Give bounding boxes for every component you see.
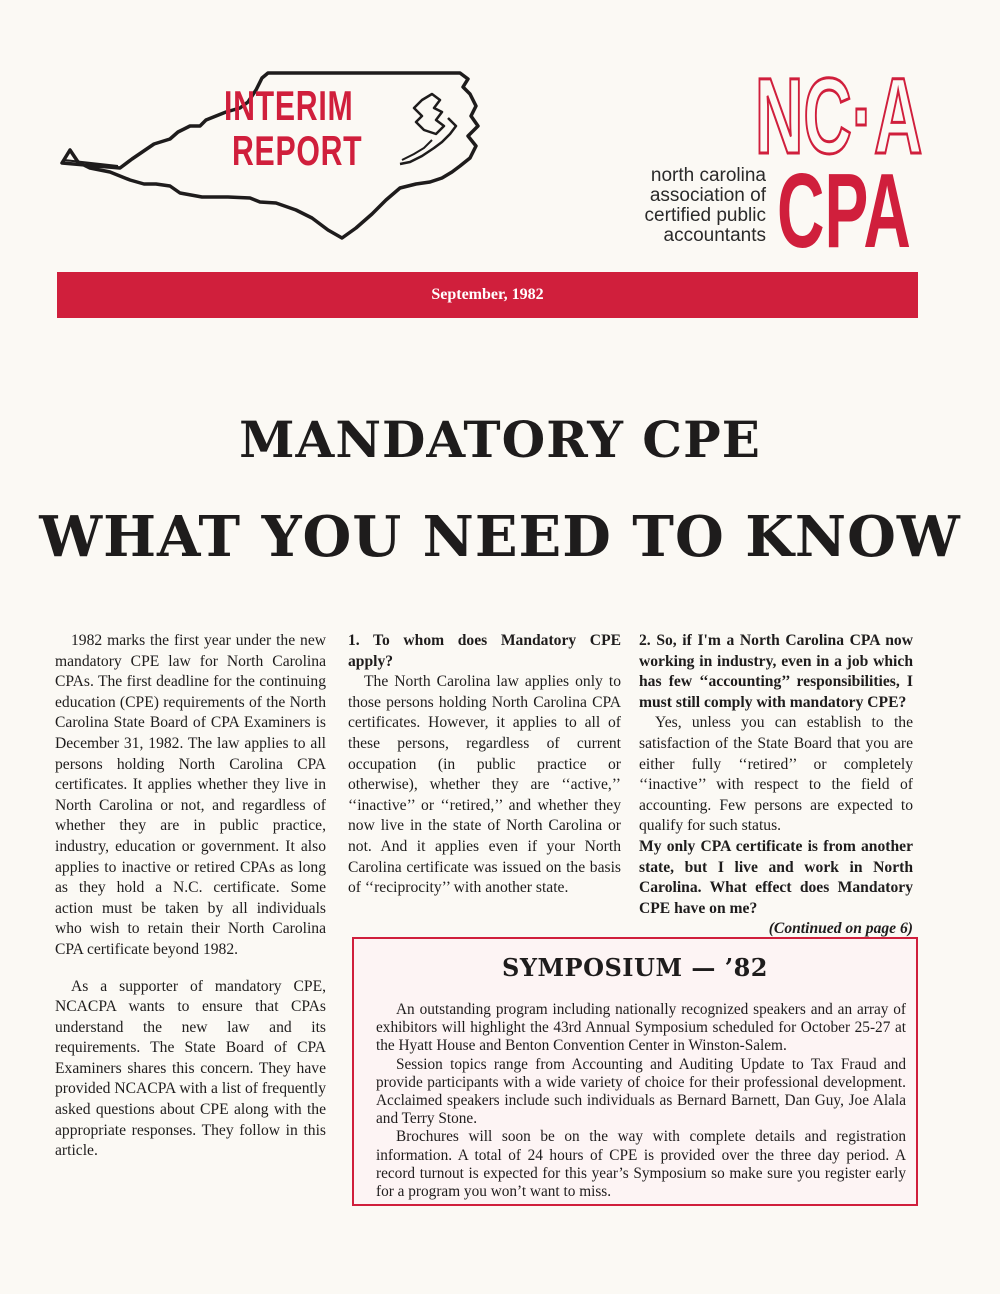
intro-column (55, 631, 326, 1162)
question-2-column (639, 631, 913, 940)
ncacpa-logo-bottom: CPA (777, 152, 911, 270)
symposium-body (376, 1001, 906, 1201)
intro-paragraph-1: 1982 marks the first year under the new mandatory CPE law for North Carolina CPAs. The first deadline for the continuing education (CPE) requirements of the North Carolina State Board of CPA Examiners is December 31, 1982. The law applies to all persons holding North Carolina CPA certificates. It applies whether they live in North Carolina or not, and regardless of whether they are in public practice, industry, education or government. It also applies to inactive or retired CPAs as long as they hold a N.C. certificate. Some action must be taken by all individuals who wish to retain their North Carolina CPA certificate beyond 1982. (55, 632, 326, 958)
association-name-line4: accountants (663, 225, 766, 246)
question-1-column (348, 631, 621, 899)
symposium-title: SYMPOSIUM — ’82 (501, 953, 768, 982)
symposium-paragraph-1: An outstanding program including nationally recognized speakers and an array of exhibitors will highlight the 43rd Annual Symposium scheduled for October 25-27 at the Hyatt House and Benton Convention Center in Winston-Salem. (376, 1001, 906, 1055)
issue-date: September, 1982 (431, 286, 544, 303)
symposium-box (352, 937, 918, 1206)
intro-paragraph-2: As a supporter of mandatory CPE, NCACPA wants to ensure that CPAs understand the new law and its requirements. The State Board of CPA Examiners shares this concern. They have provided NCACPA with a list of frequently asked questions about CPE along with the appropriate responses. They follow in this article. (55, 977, 326, 1160)
answer-2: Yes, unless you can establish to the satisfaction of the State Board that you are either fully ‘‘retired’’ or completely ‘‘inactive’’ with respect to the field of accounting. Few persons are expected to qualify for such status. (639, 714, 913, 835)
interim-report-title-line1: INTERIM (224, 82, 354, 129)
answer-1: The North Carolina law applies only to those persons holding North Carolina CPA certificates. However, it applies to all of these persons, regardless of current occupation (in public practice or otherwise), whether they are ‘‘active,’’ ‘‘inactive’’ or ‘‘retired,’’ and whether they now live in the state of North Carolina or not. And it applies even if your North Carolina certificate was issued on the basis of ‘‘reciprocity’’ with another state. (348, 673, 621, 897)
ncacpa-logo-top: NC·A (755, 55, 923, 176)
headline-line2: WHAT YOU NEED TO KNOW (39, 504, 961, 570)
association-name-line1: north carolina (650, 165, 766, 186)
date-banner (57, 272, 918, 318)
headline-line1: MANDATORY CPE (239, 410, 761, 469)
question-2: 2. So, if I'm a North Carolina CPA now working in industry, even in a job which has few ‘‘accounting’’ responsibilities, I must still comply with mandatory CPE? (639, 632, 913, 711)
association-name-line3: certified public (644, 205, 766, 226)
question-1: 1. To whom does Mandatory CPE apply? (348, 632, 621, 670)
interim-report-title-line2: REPORT (232, 127, 363, 174)
association-name-line2: association of (649, 185, 766, 206)
symposium-paragraph-3: Brochures will soon be on the way with complete details and registration information. A total of 24 hours of CPE is provided over the three day period. A record turnout is expected for this year’s Symposium so make sure you register early for a program you won’t want to miss. (376, 1128, 906, 1201)
question-3: My only CPA certificate is from another state, but I live and work in North Carolina. What effect does Mandatory CPE have on me? (639, 837, 913, 917)
symposium-paragraph-2: Session topics range from Accounting and Auditing Update to Tax Fraud and provide participants with a wide variety of choice for their professional development. Acclaimed speakers include such individuals as Bernard Barnett, Dan Guy, Joe Alala and Terry Stone. (376, 1055, 906, 1128)
continued-note: (Continued on page 6) (768, 920, 913, 938)
